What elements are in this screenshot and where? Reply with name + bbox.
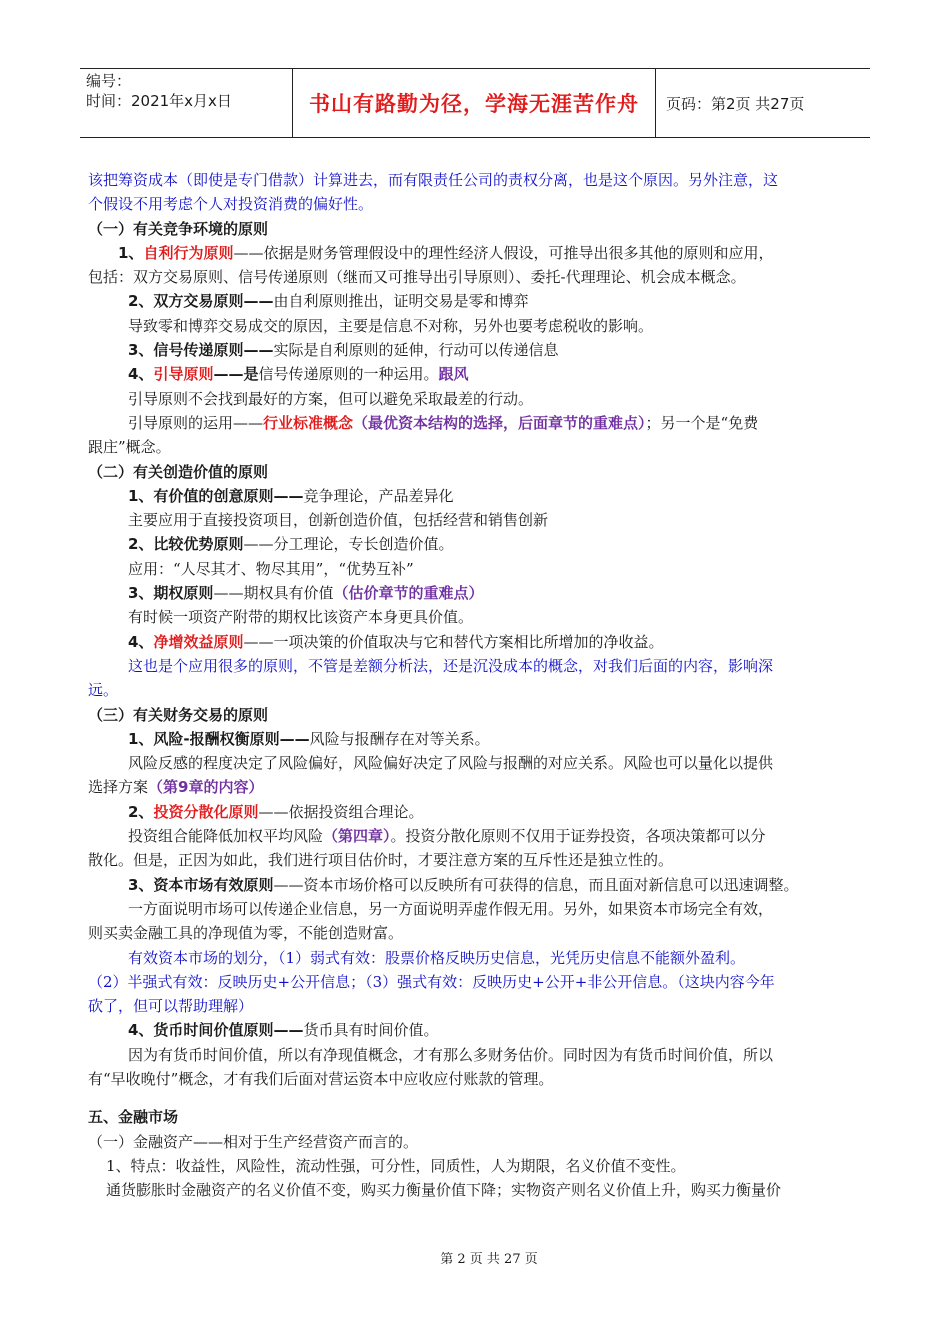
header-page-number: 页码：第2页 共27页 — [666, 94, 805, 113]
paragraph: 一方面说明市场可以传递企业信息，另一方面说明弄虚作假无用。另外，如果资本市场完全有效， — [128, 899, 774, 918]
chapter-heading: 五、金融市场 — [88, 1108, 179, 1127]
list-item: 4、引导原则——是信号传递原则的一种运用。跟风 — [128, 365, 469, 384]
list-item: 2、双方交易原则——由自利原则推出，证明交易是零和博弈 — [128, 292, 529, 311]
paragraph: 应用：“人尽其才、物尽其用”，“优势互补” — [128, 559, 414, 578]
paragraph: 有时候一项资产附带的期权比该资产本身更具价值。 — [128, 608, 474, 627]
section-heading: （一）有关竞争环境的原则 — [88, 219, 269, 238]
paragraph: 通货膨胀时金融资产的名义价值不变，购买力衡量价值下降；实物资产则名义价值上升，购买力衡量价 — [106, 1181, 782, 1200]
section-heading: （二）有关创造价值的原则 — [88, 462, 269, 481]
list-item: 2、比较优势原则——分工理论，专长创造价值。 — [128, 535, 454, 554]
paragraph: 风险反感的程度决定了风险偏好，风险偏好决定了风险与报酬的对应关系。风险也可以量化以提供 — [128, 754, 774, 773]
paragraph: 包括：双方交易原则、信号传递原则（继而又可推导出引导原则）、委托-代理理论、机会成本概念。 — [88, 268, 746, 287]
section-heading: （三）有关财务交易的原则 — [88, 705, 269, 724]
list-item: 3、资本市场有效原则——资本市场价格可以反映所有可获得的信息，而且面对新信息可以迅速调整。 — [128, 875, 799, 894]
paragraph: 因为有货币时间价值，所以有净现值概念，才有那么多财务估价。同时因为有货币时间价值，所以 — [128, 1045, 774, 1064]
paragraph: 该把筹资成本（即使是专门借款）计算进去，而有限责任公司的责权分离，也是这个原因。另外注意，这 — [88, 171, 779, 189]
paragraph: 有效资本市场的划分，（1）弱式有效：股票价格反映历史信息，光凭历史信息不能额外盈利。 — [128, 948, 746, 967]
paragraph: 导致零和博弈交易成交的原因，主要是信息不对称，另外也要考虑税收的影响。 — [128, 316, 654, 335]
paragraph: 这也是个应用很多的原则，不管是差额分析法，还是沉没成本的概念，对我们后面的内容，影响深 — [128, 656, 774, 675]
list-item: 4、货币时间价值原则——货币具有时间价值。 — [128, 1021, 439, 1040]
list-item: 3、信号传递原则——实际是自利原则的延伸，行动可以传递信息 — [128, 341, 559, 360]
list-item: 4、净增效益原则——一项决策的价值取决与它和替代方案相比所增加的净收益。 — [128, 632, 664, 651]
header-meta — [80, 69, 293, 137]
time-label: 时间：2021年x月x日 — [86, 92, 232, 110]
list-item: 2、投资分散化原则——依据投资组合理论。 — [128, 802, 424, 821]
section-heading: （一）金融资产——相对于生产经营资产而言的。 — [88, 1132, 419, 1151]
paragraph: （2）半强式有效：反映历史+公开信息；（3）强式有效：反映历史+公开+非公开信息。（这块内容今年 — [88, 972, 775, 991]
paragraph: 个假设不用考虑个人对投资消费的偏好性。 — [88, 195, 374, 214]
number-label: 编号： — [86, 72, 132, 90]
list-item: 1、自利行为原则——依据是财务管理假设中的理性经济人假设，可推导出很多其他的原则和应用， — [118, 243, 774, 262]
paragraph: 远。 — [88, 681, 119, 700]
paragraph: 跟庄”概念。 — [88, 438, 171, 457]
header-motto: 书山有路勤为径，学海无涯苦作舟 — [293, 69, 656, 137]
list-item: 1、特点：收益性，风险性，流动性强，可分性，同质性，人为期限，名义价值不变性。 — [106, 1156, 686, 1175]
paragraph: 主要应用于直接投资项目，创新创造价值，包括经营和销售创新 — [128, 511, 549, 530]
paragraph: 引导原则不会找到最好的方案，但可以避免采取最差的行动。 — [128, 389, 534, 408]
page-footer: 第 2 页 共 27 页 — [440, 1252, 538, 1267]
page-header — [80, 68, 870, 138]
paragraph: 选择方案（第9章的内容） — [88, 778, 264, 797]
paragraph: 则买卖金融工具的净现值为零，不能创造财富。 — [88, 924, 404, 943]
list-item: 1、有价值的创意原则——竞争理论，产品差异化 — [128, 486, 454, 505]
list-item: 1、风险-报酬权衡原则——风险与报酬存在对等关系。 — [128, 729, 490, 748]
document-body — [88, 168, 868, 1202]
paragraph: 投资组合能降低加权平均风险（第四章）。投资分散化原则不仅用于证券投资，各项决策都可以分 — [128, 827, 766, 846]
paragraph: 有“早收晚付”概念，才有我们后面对营运资本中应收应付账款的管理。 — [88, 1069, 554, 1088]
paragraph: 散化。但是，正因为如此，我们进行项目估价时，才要注意方案的互斥性还是独立性的。 — [88, 851, 674, 870]
list-item: 3、期权原则——期权具有价值（估价章节的重难点） — [128, 584, 484, 603]
paragraph: 引导原则的运用——行业标准概念（最优资本结构的选择，后面章节的重难点）；另一个是“免费 — [128, 413, 759, 432]
paragraph: 砍了，但可以帮助理解） — [88, 997, 254, 1016]
